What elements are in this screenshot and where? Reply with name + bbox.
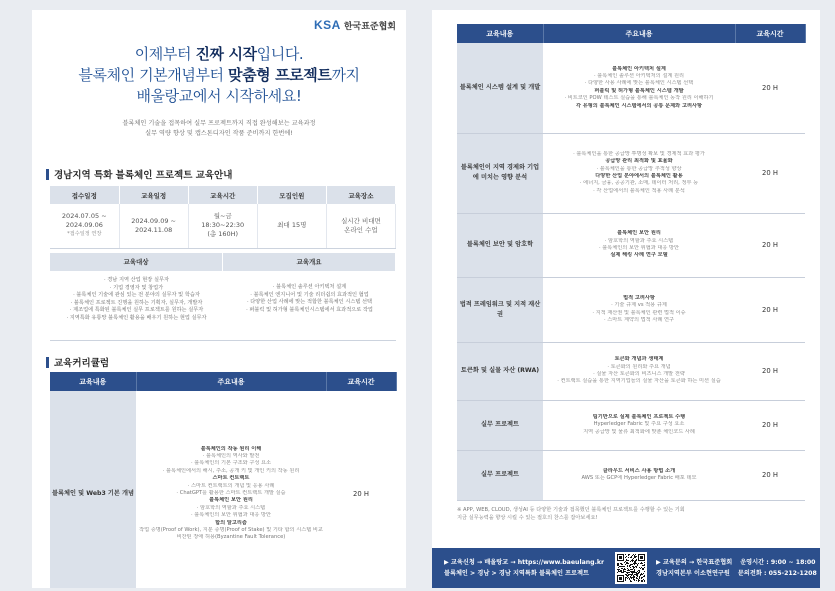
info-header: 교육일정 bbox=[119, 186, 188, 204]
section-title-info bbox=[46, 167, 232, 181]
overview-item: · 블록체인 솔루션 아키텍처 설계 bbox=[272, 284, 347, 290]
content-item: · 블록체인을 통한 공급망 투명성 확보 및 경제적 효과 평가 bbox=[573, 150, 705, 157]
overview-header: 교육개요 bbox=[223, 253, 396, 271]
module-content bbox=[543, 43, 735, 133]
footnote bbox=[457, 506, 685, 522]
section-title-text: 경남지역 특화 블록체인 프로젝트 교육안내 bbox=[54, 170, 233, 181]
content-item: · 에너지, 금융, 공공기관, 소매, 데이터 처리, 정부 등 bbox=[579, 180, 699, 187]
apply-link[interactable]: ▶ 교육신청 → 배울랑교 → https://www.baeulang.kr bbox=[444, 559, 605, 566]
content-item: 비잔틴 장애 허용(Byzantine Fault Tolerance) bbox=[176, 534, 286, 541]
hero-line-1: 이제부터 진짜 시작입니다. bbox=[134, 45, 304, 63]
content-item: · 기술 규제 vs 적용 규제 bbox=[611, 302, 667, 309]
curriculum-row bbox=[457, 277, 805, 342]
content-item: · 블록체인을 통한 공급망 추적성 향상 bbox=[596, 165, 682, 172]
overview-item: · 퍼블릭 및 허가형 블록체인시스템에서 효과적으로 작업 bbox=[246, 306, 373, 313]
target-column bbox=[50, 253, 223, 341]
module-hours: 20 H bbox=[735, 133, 805, 213]
target-item: · 지역특화 유통망 블록체인 활용을 배우기 원하는 현업 실무자 bbox=[66, 314, 207, 321]
module-content bbox=[543, 277, 735, 342]
module-content bbox=[543, 450, 735, 500]
hero-line-2: 블록체인 기본개념부터 맞춤형 프로젝트까지 bbox=[78, 66, 360, 84]
education-end: 2024.11.08 bbox=[135, 225, 173, 234]
content-item: · 비트코인 POW 테스트 실습을 통해 블록체인 동작 원리 이해하기 bbox=[564, 95, 714, 102]
curriculum-row bbox=[457, 133, 805, 213]
section-bar bbox=[46, 357, 49, 368]
content-item: · 블록체인 솔루션 아키텍처의 설계 원리 bbox=[593, 72, 685, 79]
content-topic: 합의 알고리즘 bbox=[215, 519, 247, 526]
content-topic: 다양한 산업 분야에서의 블록체인 활용 bbox=[595, 173, 683, 179]
logo-ksa-mark: KSA bbox=[313, 18, 341, 32]
content-item: · 다양한 사용 사례에 맞는 블록체인 시스템 선택 bbox=[584, 80, 694, 87]
module-name: 토큰화 및 실물 자산 (RWA) bbox=[457, 342, 543, 400]
info-header: 교육장소 bbox=[326, 186, 395, 204]
content-item: · 블록체인의 역사와 발전 bbox=[202, 453, 260, 460]
content-item: · 스마트 컨트랙트의 개념 및 응용 사례 bbox=[187, 482, 275, 489]
contact-org: ▶ 교육문의 → 한국표준협회 bbox=[656, 559, 733, 566]
module-name: 블록체인 및 Web3 기본 개념 bbox=[50, 391, 136, 588]
footer-apply bbox=[444, 557, 604, 579]
content-item: · 암호학의 역할과 주요 시스템 bbox=[196, 504, 266, 511]
content-item: · 스마트 계약의 법적 사례 연구 bbox=[603, 316, 675, 323]
content-topic: 공급망 관리 최적화 및 효율화 bbox=[605, 158, 673, 165]
info-header: 접수일정 bbox=[50, 186, 119, 204]
header-hours: 교육시간 bbox=[735, 24, 805, 43]
overview-list bbox=[223, 271, 396, 341]
module-content bbox=[543, 342, 735, 400]
section-title-curriculum bbox=[46, 355, 109, 369]
content-topic: 블록체인의 작동 원리 이해 bbox=[200, 445, 262, 452]
header-module: 교육내용 bbox=[50, 372, 136, 391]
content-item: · ChatGPT를 활용한 스마트 컨트랙트 개발 실습 bbox=[176, 490, 286, 497]
module-hours: 20 H bbox=[735, 277, 805, 342]
hero bbox=[32, 44, 406, 139]
info-header: 교육시간 bbox=[188, 186, 257, 204]
education-time bbox=[188, 204, 257, 248]
logo-org-name: 한국표준협회 bbox=[343, 21, 396, 32]
module-name: 법적 프레임워크 및 지적 재산권 bbox=[457, 277, 543, 342]
target-item: · 제조업에 특화된 블록체인 실무 프로젝트를 원하는 실무자 bbox=[69, 307, 204, 314]
education-start: 2024.09.09 ~ bbox=[131, 216, 176, 225]
curriculum-row bbox=[457, 450, 805, 500]
footnote-line-2: 지금 실무능력을 향상 시킬 수 있는 절호의 찬스를 잡아보세요! bbox=[457, 515, 598, 521]
content-topic: 블록체인 보안 원리 bbox=[617, 230, 661, 237]
module-name: 실무 프로젝트 bbox=[457, 400, 543, 450]
content-item: · 블록체인의 보안 위협과 대응 방안 bbox=[190, 512, 272, 519]
qr-code-icon bbox=[615, 552, 647, 584]
content-item: · 블록체인의 보안 위협과 대응 방안 bbox=[598, 245, 680, 251]
curriculum-row bbox=[457, 213, 805, 277]
right-page bbox=[432, 10, 820, 588]
register-end: 2024.09.06 bbox=[65, 221, 103, 230]
contact-hours: 운영시간 : 9:00 ~ 18:00 bbox=[740, 559, 816, 566]
content-item: · 토큰화의 원리와 주요 개념 bbox=[607, 363, 671, 370]
content-topic: 퍼블릭 및 허가형 블록체인 시스템 개발 bbox=[594, 87, 684, 94]
target-overview bbox=[50, 253, 396, 341]
content-item: · 실물 자산 토큰화의 비즈니스 개발 전략 bbox=[593, 371, 685, 377]
hero-sub-1: 블록체인 기술을 접목하여 실무 프로젝트까지 직접 완성해보는 교육과정 bbox=[122, 120, 316, 127]
content-item: · 암호학의 역할과 주요 시스템 bbox=[604, 237, 674, 244]
hero-line-3: 배울랑교에서 시작하세요! bbox=[136, 87, 302, 105]
section-bar bbox=[46, 169, 49, 180]
module-content bbox=[136, 391, 326, 588]
curriculum-row bbox=[50, 391, 396, 588]
info-header: 모집인원 bbox=[257, 186, 326, 204]
content-item: 작업 증명(Proof of Work), 지분 증명(Proof of Stake) 및 기타 합의 시스템 비교 bbox=[139, 527, 323, 534]
curriculum-row bbox=[457, 43, 805, 133]
education-place bbox=[326, 204, 395, 248]
footnote-line-1: ※ APP, WEB, CLOUD, 생성AI 등 다양한 기술과 접목했던 블록체인 프로젝트를 수행할 수 있는 기회 bbox=[457, 507, 685, 513]
target-list bbox=[50, 271, 223, 341]
content-topic: 팀기반으로 실제 블록체인 프로젝트 수행 bbox=[592, 413, 686, 420]
module-hours: 20 H bbox=[735, 450, 805, 500]
content-item: · 블록체인의 기본 구조와 구성 요소 bbox=[190, 460, 272, 467]
hero-sub-2: 실무 역량 향상 및 캡스톤디자인 작품 준비까지 한번에! bbox=[145, 130, 293, 137]
module-hours: 20 H bbox=[735, 342, 805, 400]
contact-phone[interactable]: 문의전화 : 055-212-1208 bbox=[737, 570, 817, 577]
footer-contact bbox=[656, 557, 817, 579]
module-name: 블록체인 보안 및 암호학 bbox=[457, 213, 543, 277]
content-item: 지역 공급망 및 물류 최적화에 맞춘 체인코드 사례 bbox=[583, 428, 695, 435]
contact-person: 경남지역본부 이소현연구원 bbox=[656, 570, 730, 577]
register-note: *접수일정 연장 bbox=[67, 231, 102, 238]
time-hours: 18:30~22:30 bbox=[201, 221, 245, 230]
content-topic: 실제 해킹 사례 연구 모델 bbox=[610, 252, 668, 259]
module-hours: 20 H bbox=[326, 391, 396, 588]
section-title-text: 교육커리큘럼 bbox=[54, 358, 110, 369]
module-content bbox=[543, 133, 735, 213]
curriculum-row bbox=[457, 400, 805, 450]
content-topic: 토큰화 개념과 생태계 bbox=[614, 356, 664, 363]
content-topic: 클라우드 서비스 사용 방법 소개 bbox=[602, 467, 676, 474]
register-start: 2024.07.05 ~ bbox=[61, 212, 107, 221]
header-module: 교육내용 bbox=[457, 24, 543, 43]
curriculum-table-right bbox=[457, 24, 806, 501]
target-item: · 기업 경영자 및 창업가 bbox=[109, 284, 164, 291]
overview-item: · 다양한 산업 사례에 맞는 적합한 블록체인 시스템 선택 bbox=[246, 299, 373, 306]
content-item: · 지적 재산권 및 블록체인 관련 법적 이슈 bbox=[592, 309, 686, 316]
content-topic: 스마트 컨트랙트 bbox=[212, 475, 250, 482]
module-name: 실무 프로젝트 bbox=[457, 450, 543, 500]
apply-path: 블록체인 > 경남 > 경남 지역특화 블록체인 프로젝트 bbox=[444, 570, 589, 577]
content-topic: 블록체인 보안 원리 bbox=[209, 497, 253, 504]
content-topic: 법적 고려사항 bbox=[623, 294, 655, 301]
place-line-2: 온라인 수업 bbox=[344, 225, 378, 234]
ksa-logo bbox=[314, 18, 396, 32]
contact-line-2 bbox=[656, 568, 817, 579]
contact-line-1 bbox=[656, 557, 817, 568]
module-hours: 20 H bbox=[735, 213, 805, 277]
content-item: · 각 산업에서의 블록체인 적용 사례 분석 bbox=[593, 187, 685, 194]
left-page bbox=[32, 10, 406, 588]
target-item: · 블록체인 기술에 관심 있는 전 분야의 실무자 및 학습자 bbox=[73, 292, 200, 299]
header-content: 주요내용 bbox=[543, 24, 735, 43]
target-header: 교육대상 bbox=[50, 253, 223, 271]
time-days: 월~금 bbox=[213, 212, 232, 221]
module-content bbox=[543, 213, 735, 277]
content-item: · 블록체인에서의 해시, 주소, 공개 키 및 개인 키의 작동 원리 bbox=[162, 467, 300, 474]
register-period bbox=[50, 204, 119, 248]
curriculum-row bbox=[457, 342, 805, 400]
education-period bbox=[119, 204, 188, 248]
overview-column bbox=[223, 253, 396, 341]
content-item: Hyperledger Fabric 및 주요 구성 요소 bbox=[593, 421, 685, 428]
module-name: 블록체인이 지역 경제와 기업에 미치는 영향 분석 bbox=[457, 133, 543, 213]
content-topic: 블록체인 아키텍처 설계 bbox=[612, 65, 666, 72]
overview-item: · 블록체인 엔지니어 및 기술 리더쉽의 효과적인 협업 bbox=[250, 291, 369, 298]
content-item: AWS 또는 GCP에 Hyperledger Fabric 배포 데모 bbox=[581, 475, 697, 481]
content-item: · 컨트랙트 실습을 통한 지역기업들의 실물 자산을 토큰화 하는 미션 실습 bbox=[557, 378, 721, 385]
target-item: · 블록체인 프로젝트 진행을 원하는 기획자, 실무자, 개발자 bbox=[70, 299, 203, 306]
content-topic: 각 유형의 블록체인 시스템에서의 공통 문제와 고려사항 bbox=[575, 102, 703, 109]
module-content bbox=[543, 400, 735, 450]
time-total: (총 160H) bbox=[207, 230, 239, 239]
module-hours: 20 H bbox=[735, 400, 805, 450]
header-hours: 교육시간 bbox=[326, 372, 396, 391]
footer-banner bbox=[432, 548, 820, 588]
place-line-1: 실시간 비대면 bbox=[341, 216, 381, 225]
header-content: 주요내용 bbox=[136, 372, 326, 391]
curriculum-table-left bbox=[50, 372, 397, 588]
capacity: 최대 15명 bbox=[257, 204, 326, 248]
module-name: 블록체인 시스템 설계 및 개발 bbox=[457, 43, 543, 133]
module-hours: 20 H bbox=[735, 43, 805, 133]
target-item: · 경남 지역 산업 현장 실무자 bbox=[103, 277, 170, 283]
info-table bbox=[50, 186, 396, 249]
